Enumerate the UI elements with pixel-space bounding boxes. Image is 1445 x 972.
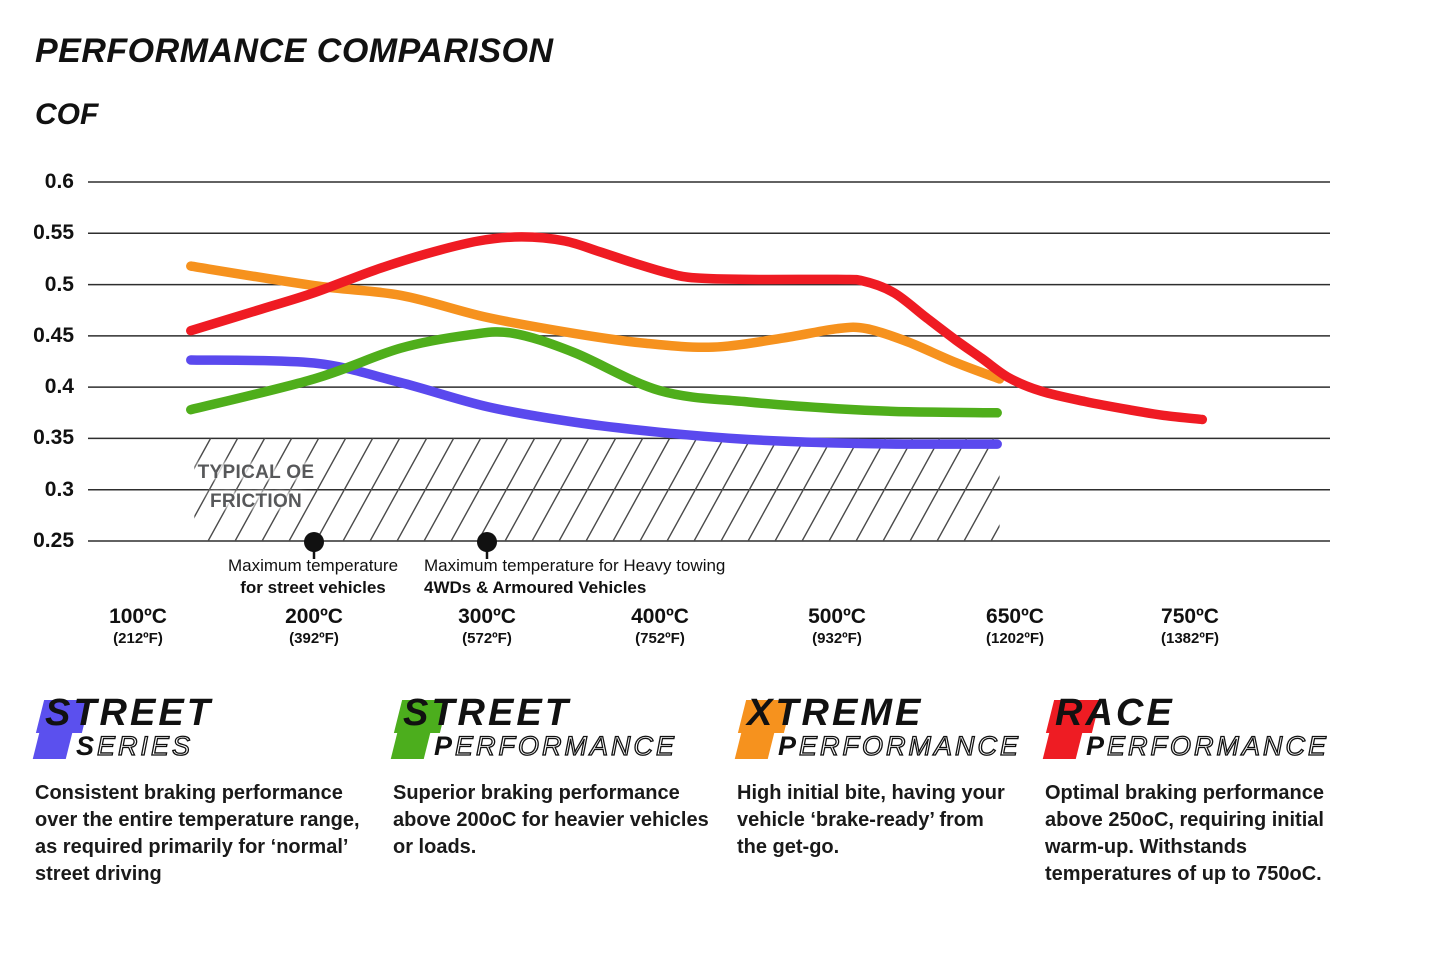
x-tick-celsius: 750ºC [1161,605,1219,628]
x-tick-label [285,606,343,646]
logo-word-main: STREET [45,692,213,734]
series-line-street-performance [191,332,997,413]
xtreme-performance-logo [737,692,1022,764]
x-tick-fahrenheit: (1382ºF) [1160,630,1220,647]
logo-word-main: STREET [403,692,571,734]
logo-color-chip [33,733,72,759]
y-axis-title: COF [35,98,99,131]
street-performance-logo [393,692,715,764]
x-tick-label [1161,606,1219,646]
logo-word-main: RACE [1055,692,1175,734]
logo-word-main: XTREME [747,692,924,734]
x-tick-fahrenheit: (1202ºF) [985,630,1045,647]
brand-card-xtreme-performance [737,692,1022,861]
x-tick-fahrenheit: (572ºF) [462,630,512,647]
brand-description: Optimal braking performance above 250oC, requiring initial warm-up. Withstands temperatures of up to 750oC. [1045,782,1324,885]
x-tick-celsius: 500ºC [808,605,866,628]
annotation-line: Maximum temperature [227,556,399,575]
brand-card-street-performance [393,692,715,861]
logo-color-chip [1043,733,1082,759]
annotation-towing-max-temp [424,556,725,597]
logo-sub-rest: ERIES [97,731,194,761]
annotation-street-max-temp [228,556,398,597]
race-performance-logo [1045,692,1375,764]
series-line-race-performance [191,237,1203,420]
y-tick-label: 0.6 [44,170,74,193]
logo-word-sub [434,731,677,762]
brand-description: High initial bite, having your vehicle ‘brake-ready’ from the get-go. [737,782,1005,858]
x-tick-fahrenheit: (932ºF) [812,630,862,647]
x-tick-fahrenheit: (212ºF) [113,630,163,647]
brand-card-street-series [35,692,367,888]
x-tick-celsius: 300ºC [458,605,516,628]
series-line-street-series [191,360,997,444]
y-tick-label: 0.45 [33,323,74,347]
x-tick-celsius: 650ºC [986,605,1044,628]
logo-sub-first-letter: S [76,731,98,761]
oe-friction-band-label: TYPICAL OE FRICTION [197,462,315,512]
logo-word-sub [76,731,193,762]
y-tick-label: 0.4 [44,375,74,399]
x-tick-fahrenheit: (752ºF) [635,630,685,647]
logo-color-chip [735,733,774,759]
x-tick-label [109,606,167,646]
x-tick-label [808,606,866,646]
annotation-line: Maximum temperature for Heavy towing [424,556,726,575]
y-tick-label: 0.55 [33,221,74,245]
annotation-line: 4WDs & Armoured Vehicles [424,577,647,597]
annotation-dot [304,532,324,552]
brand-description: Superior braking performance above 200oC for heavier vehicles or loads. [393,782,709,858]
x-tick-label [986,606,1044,646]
logo-sub-rest: ERFORMANCE [799,731,1022,761]
street-series-logo [35,692,367,764]
logo-color-chip [391,733,430,759]
annotation-line: for street vehicles [240,577,386,597]
logo-sub-rest: ERFORMANCE [1107,731,1330,761]
x-tick-celsius: 400ºC [631,605,689,628]
logo-sub-first-letter: P [1086,731,1108,761]
x-tick-label [458,606,516,646]
logo-sub-rest: ERFORMANCE [455,731,678,761]
x-tick-fahrenheit: (392ºF) [289,630,339,647]
logo-word-sub [1086,731,1329,762]
x-tick-label [631,606,689,646]
page-title: PERFORMANCE COMPARISON [35,32,554,70]
y-tick-label: 0.3 [44,477,74,501]
logo-word-sub [778,731,1021,762]
brand-description: Consistent braking performance over the entire temperature range, as required primarily for ‘normal’ street driving [35,782,360,885]
logo-sub-first-letter: P [434,731,456,761]
x-tick-celsius: 100ºC [109,605,167,628]
y-tick-label: 0.25 [33,529,74,552]
brand-card-race-performance [1045,692,1375,888]
annotation-dot [477,532,497,552]
logo-sub-first-letter: P [778,731,800,761]
y-tick-label: 0.5 [44,272,74,296]
y-tick-label: 0.35 [33,426,74,450]
x-tick-celsius: 200ºC [285,605,343,628]
